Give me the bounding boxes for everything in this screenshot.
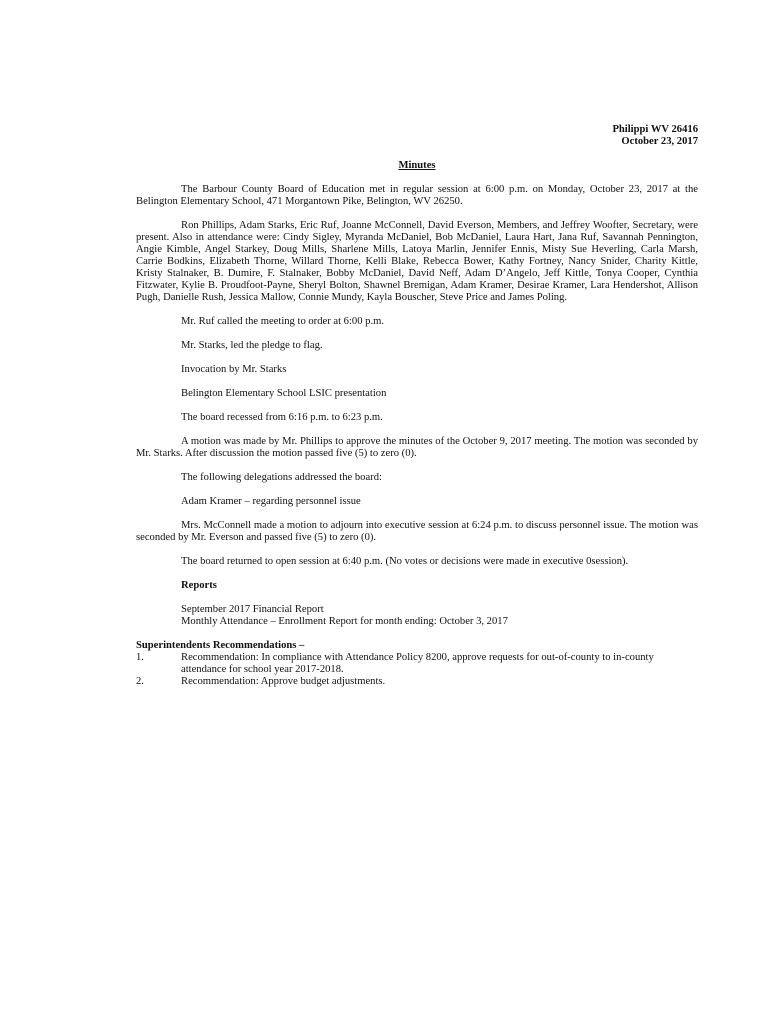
- recommendations-heading: Superintendents Recommendations –: [136, 640, 305, 651]
- paragraph-presentation: Belington Elementary School LSIC presentation: [181, 388, 387, 399]
- paragraph-pledge: Mr. Starks, led the pledge to flag.: [181, 340, 323, 351]
- header-location: Philippi WV 26416: [612, 124, 698, 135]
- paragraph-minutes-motion: A motion was made by Mr. Phillips to approve the minutes of the October 9, 2017 meeting. The motion was seconded by Mr. Starks. After discussion the motion passed five (5) to zero (0).: [136, 436, 698, 459]
- recommendation-item-2: [136, 676, 698, 688]
- paragraph-call-to-order: Mr. Ruf called the meeting to order at 6:00 p.m.: [181, 316, 384, 327]
- recommendation-item-1: [136, 652, 698, 676]
- recommendation-text: Recommendation: Approve budget adjustments.: [181, 676, 386, 687]
- recommendation-number: 1.: [136, 652, 144, 663]
- recommendation-number: 2.: [136, 676, 144, 687]
- paragraph-attendance: Ron Phillips, Adam Starks, Eric Ruf, Joanne McConnell, David Everson, Members, and Jeffrey Woofter, Secretary, were present. Also in attendance were: Cindy Sigley, Myranda McDaniel, Bob McDaniel, Laura Hart, Jana Ruf, Savannah Pennington, Angie Kimble, Angel Starkey, Doug Mills, Sharlene Mills, Latoya Marlin, Jennifer Ennis, Misty Sue Heverling, Carla Marsh, Carrie Bodkins, Elizabeth Thorne, Willard Thorne, Kelli Blake, Rebecca Bower, Kathy Fortney, Nancy Snider, Charity Kittle, Kristy Stalnaker, B. Dumire, F. Stalnaker, Bobby McDaniel, David Neff, Adam D’Angelo, Jeff Kittle, Tonya Cooper, Cynthia Fitzwater, Kylie B. Proudfoot-Payne, Sheryl Bolton, Shawnel Bremigan, Adam Kramer, Desirae Kramer, Lara Hendershot, Allison Pugh, Danielle Rush, Jessica Mallow, Connie Mundy, Kayla Bouscher, Steve Price and James Poling.: [136, 220, 698, 303]
- report-attendance: Monthly Attendance – Enrollment Report for month ending: October 3, 2017: [181, 616, 508, 627]
- paragraph-delegation-item: Adam Kramer – regarding personnel issue: [181, 496, 361, 507]
- paragraph-executive-session: Mrs. McConnell made a motion to adjourn into executive session at 6:24 p.m. to discuss personnel issue. The motion was seconded by Mr. Everson and passed five (5) to zero (0).: [136, 520, 698, 543]
- recommendation-text: Recommendation: In compliance with Attendance Policy 8200, approve requests for out-of-county to in-county attendance for school year 2017-2018.: [181, 652, 654, 675]
- paragraph-recess: The board recessed from 6:16 p.m. to 6:23 p.m.: [181, 412, 383, 423]
- paragraph-open-session: The board returned to open session at 6:40 p.m. (No votes or decisions were made in executive 0session).: [181, 556, 629, 567]
- header-date: October 23, 2017: [621, 136, 698, 147]
- reports-heading: Reports: [181, 580, 217, 591]
- report-financial: September 2017 Financial Report: [181, 604, 324, 615]
- paragraph-invocation: Invocation by Mr. Starks: [181, 364, 287, 375]
- paragraph-delegations: The following delegations addressed the board:: [181, 472, 382, 483]
- document-title: Minutes: [398, 160, 436, 171]
- document-page: [136, 124, 698, 688]
- paragraph-session: The Barbour County Board of Education met in regular session at 6:00 p.m. on Monday, October 23, 2017 at the Belington Elementary School, 471 Morgantown Pike, Belington, WV 26250.: [136, 184, 698, 207]
